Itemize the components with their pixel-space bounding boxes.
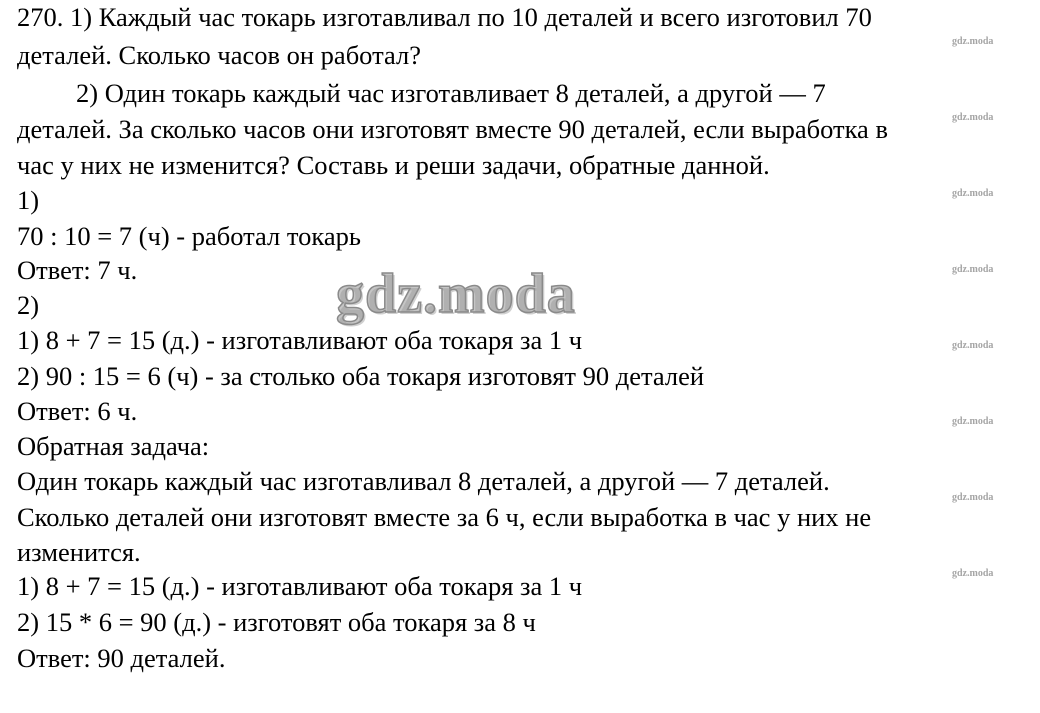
solution-1-answer: Ответ: 7 ч. bbox=[17, 255, 138, 285]
inverse-problem-text-3: изменится. bbox=[17, 537, 141, 567]
watermark-small: gdz.moda bbox=[952, 188, 994, 199]
solution-2-step-1: 1) 8 + 7 = 15 (д.) - изготавливают оба токаря за 1 ч bbox=[17, 325, 583, 355]
problem-line-3: 2) Один токарь каждый час изготавливает 8 деталей, а другой — 7 bbox=[76, 78, 826, 108]
inverse-answer: Ответ: 90 деталей. bbox=[17, 643, 226, 673]
problem-line-4: деталей. За сколько часов они изготовят вместе 90 деталей, если выработка в bbox=[17, 114, 888, 144]
inverse-step-1: 1) 8 + 7 = 15 (д.) - изготавливают оба токаря за 1 ч bbox=[17, 571, 583, 601]
inverse-problem-text-1: Один токарь каждый час изготавливал 8 деталей, а другой — 7 деталей. bbox=[17, 466, 830, 496]
watermark-small: gdz.moda bbox=[952, 264, 994, 275]
inverse-problem-text-2: Сколько деталей они изготовят вместе за 6 ч, если выработка в час у них не bbox=[17, 502, 872, 532]
watermark-logo: gdz.moda bbox=[336, 263, 576, 325]
solution-1-step: 70 : 10 = 7 (ч) - работал токарь bbox=[17, 221, 361, 251]
watermark-small: gdz.moda bbox=[952, 340, 994, 351]
watermark-small: gdz.moda bbox=[952, 416, 994, 427]
solution-2-answer: Ответ: 6 ч. bbox=[17, 396, 138, 426]
inverse-step-2: 2) 15 * 6 = 90 (д.) - изготовят оба токаря за 8 ч bbox=[17, 607, 536, 637]
problem-line-1: 270. 1) Каждый час токарь изготавливал по 10 деталей и всего изготовил 70 bbox=[17, 2, 872, 32]
problem-line-2: деталей. Сколько часов он работал? bbox=[17, 40, 421, 70]
watermark-small: gdz.moda bbox=[952, 36, 994, 47]
watermark-small: gdz.moda bbox=[952, 568, 994, 579]
watermark-small: gdz.moda bbox=[952, 492, 994, 503]
inverse-problem-header: Обратная задача: bbox=[17, 431, 210, 461]
watermark-small: gdz.moda bbox=[952, 112, 994, 123]
solution-2-step-2: 2) 90 : 15 = 6 (ч) - за столько оба токаря изготовят 90 деталей bbox=[17, 361, 705, 391]
solution-2-header: 2) bbox=[17, 290, 40, 320]
solution-1-header: 1) bbox=[17, 185, 40, 215]
problem-line-5: час у них не изменится? Составь и реши задачи, обратные данной. bbox=[17, 150, 770, 180]
